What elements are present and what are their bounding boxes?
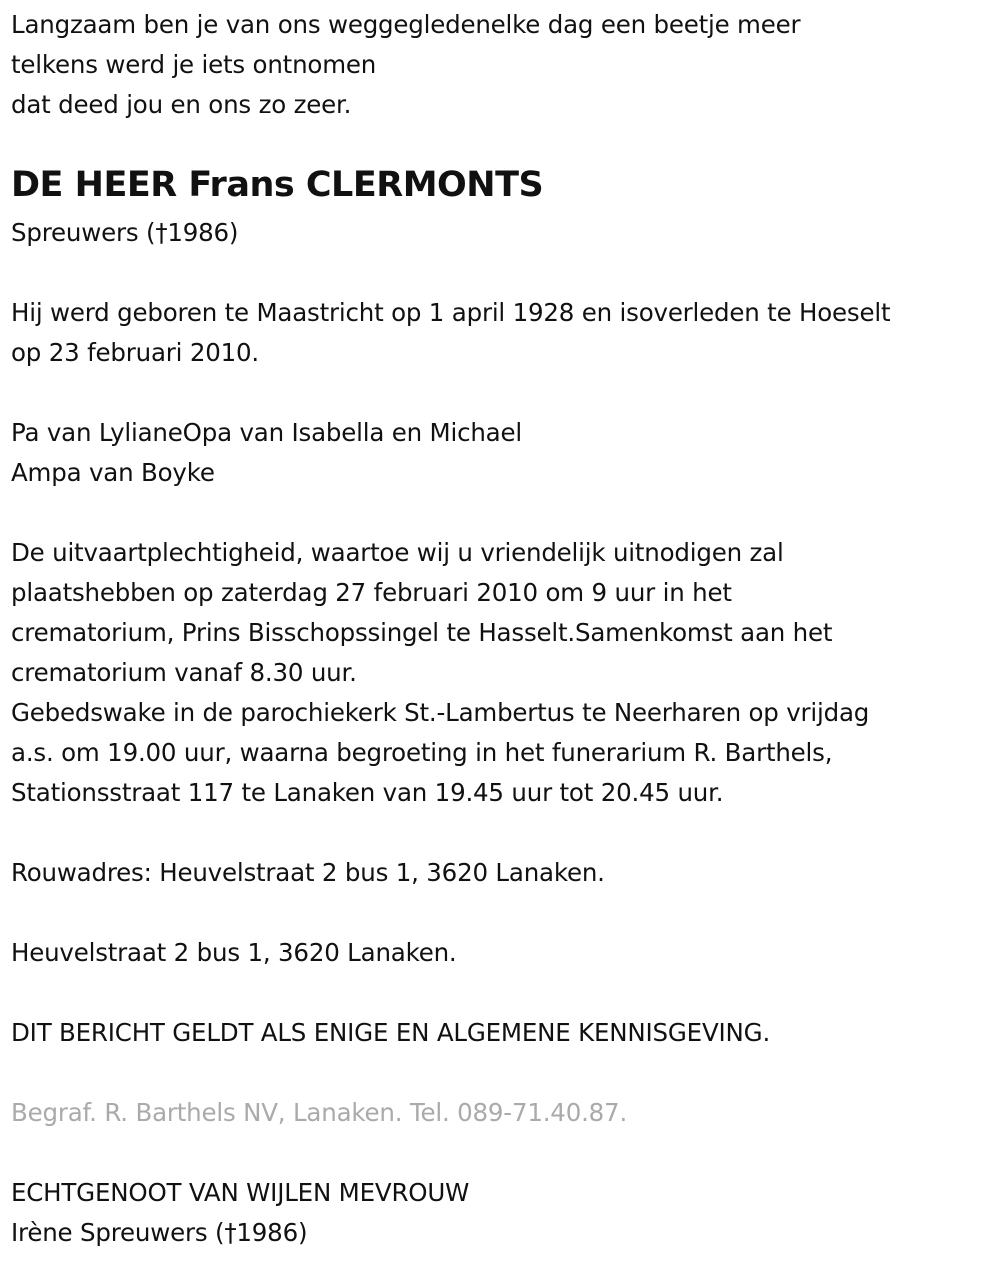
birth-line: Hij werd geboren te Maastricht op 1 april 1928 en isoverleden te Hoeselt [11, 298, 891, 327]
address [11, 933, 457, 973]
birth-line: op 23 februari 2010. [11, 338, 259, 367]
ceremony-line: a.s. om 19.00 uur, waarna begroeting in het funerarium R. Barthels, [11, 738, 833, 767]
mourning-address [11, 853, 605, 893]
ceremony-line: plaatshebben op zaterdag 27 februari 2010 om 9 uur in het [11, 578, 732, 607]
ceremony-line: crematorium vanaf 8.30 uur. [11, 658, 357, 687]
notice [11, 1013, 770, 1053]
spouse-info [11, 1173, 469, 1253]
notice-line: DIT BERICHT GELDT ALS ENIGE EN ALGEMENE KENNISGEVING. [11, 1018, 771, 1047]
family-line: Pa van LylianeOpa van Isabella en Michael [11, 418, 522, 447]
poem [11, 5, 800, 125]
subtitle [11, 213, 238, 253]
deceased-name-title: DE HEER Frans CLERMONTS [11, 165, 544, 205]
family-info [11, 413, 522, 493]
undertaker-line: Begraf. R. Barthels NV, Lanaken. Tel. 089-71.40.87. [11, 1098, 628, 1127]
ceremony-line: crematorium, Prins Bisschopssingel te Hasselt.Samenkomst aan het [11, 618, 833, 647]
poem-line: Langzaam ben je van ons weggegledenelke dag een beetje meer [11, 10, 801, 39]
family-line: Ampa van Boyke [11, 458, 215, 487]
undertaker [11, 1093, 627, 1133]
poem-line: dat deed jou en ons zo zeer. [11, 90, 352, 119]
spouse-line: ECHTGENOOT VAN WIJLEN MEVROUW [11, 1178, 470, 1207]
spouse-line: Irène Spreuwers (†1986) [11, 1218, 308, 1247]
birth-death-info [11, 293, 890, 373]
poem-line: telkens werd je iets ontnomen [11, 50, 377, 79]
subtitle-line: Spreuwers (†1986) [11, 218, 239, 247]
ceremony-line: De uitvaartplechtigheid, waartoe wij u vriendelijk uitnodigen zal [11, 538, 784, 567]
address-line: Heuvelstraat 2 bus 1, 3620 Lanaken. [11, 938, 457, 967]
ceremony-line: Gebedswake in de parochiekerk St.-Lambertus te Neerharen op vrijdag [11, 698, 870, 727]
ceremony-info [11, 533, 869, 813]
ceremony-line: Stationsstraat 117 te Lanaken van 19.45 uur tot 20.45 uur. [11, 778, 724, 807]
mourning-address-line: Rouwadres: Heuvelstraat 2 bus 1, 3620 Lanaken. [11, 858, 605, 887]
